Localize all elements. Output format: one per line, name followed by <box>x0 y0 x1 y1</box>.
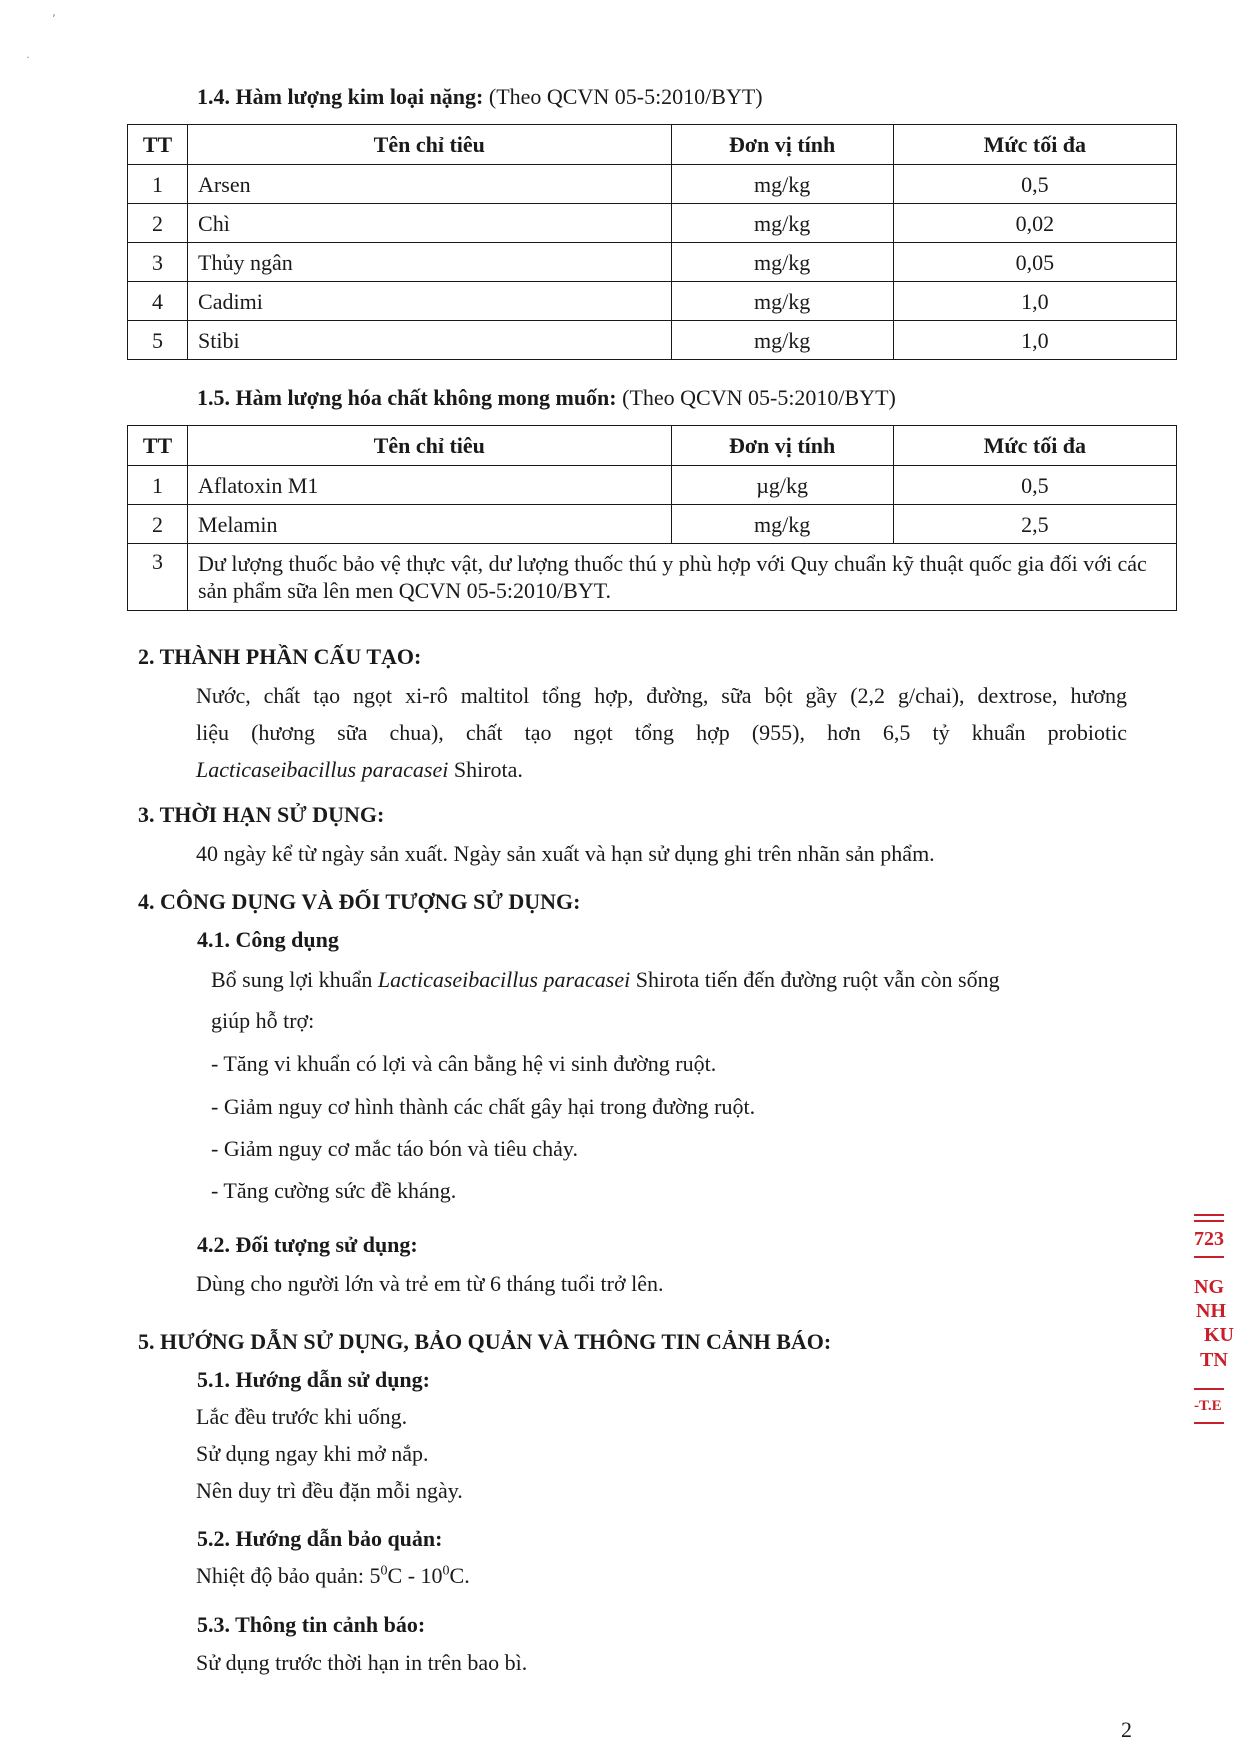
table-header-row <box>128 125 1177 165</box>
section-2-line-2-text: liệu (hương sữa chua), chất tạo ngọt tổng hợp (955), hơn 6,5 tỷ khuẩn probiotic <box>196 720 1127 745</box>
official-stamp-fragment <box>1192 1212 1241 1452</box>
stamp-line <box>1194 1214 1224 1216</box>
cell-tt: 1 <box>128 466 188 505</box>
table-row <box>128 505 1177 544</box>
stamp-line <box>1194 1388 1224 1390</box>
usage-line: Nên duy trì đều đặn mỗi ngày. <box>196 1478 463 1503</box>
stamp-text: NG <box>1194 1276 1224 1298</box>
cell-unit: mg/kg <box>671 243 893 282</box>
section-1-5-note: (Theo QCVN 05-5:2010/BYT) <box>622 385 896 410</box>
benefit-item: - Giảm nguy cơ mắc táo bón và tiêu chảy. <box>211 1136 578 1161</box>
col-header-max: Mức tối đa <box>893 426 1176 466</box>
section-2-line-1 <box>196 683 1127 709</box>
cell-tt: 2 <box>128 505 188 544</box>
bacteria-strain: Shirota. <box>448 757 523 782</box>
cell-name: Chì <box>188 204 671 243</box>
bacteria-name: Lacticaseibacillus paracasei <box>196 757 449 782</box>
intro-post: Shirota tiến đến đường ruột vẫn còn sống <box>630 967 1000 992</box>
storage-pre: Nhiệt độ bảo quản: 5 <box>196 1563 381 1588</box>
section-5-3-title: 5.3. Thông tin cảnh báo: <box>197 1612 426 1637</box>
cell-tt: 3 <box>128 544 188 611</box>
table-row <box>128 243 1177 282</box>
stamp-line <box>1194 1422 1224 1424</box>
col-header-name: Tên chỉ tiêu <box>188 125 671 165</box>
section-1-5-heading <box>197 385 896 411</box>
cell-max: 0,5 <box>893 165 1176 204</box>
section-4-1-intro <box>211 967 1000 993</box>
scan-mark: ٬ <box>52 12 56 26</box>
usage-line: Lắc đều trước khi uống. <box>196 1404 408 1429</box>
stamp-text: 723 <box>1194 1228 1224 1250</box>
stamp-text: -T.E <box>1194 1398 1222 1414</box>
cell-tt: 3 <box>128 243 188 282</box>
section-1-5-title: 1.5. Hàm lượng hóa chất không mong muốn: <box>197 385 617 410</box>
cell-max: 1,0 <box>893 321 1176 360</box>
cell-tt: 2 <box>128 204 188 243</box>
cell-tt: 1 <box>128 165 188 204</box>
col-header-max: Mức tối đa <box>893 125 1176 165</box>
col-header-unit: Đơn vị tính <box>671 125 893 165</box>
section-4-1-title: 4.1. Công dụng <box>197 927 339 952</box>
section-1-4-title: 1.4. Hàm lượng kim loại nặng: <box>197 84 484 109</box>
stamp-text: TN <box>1200 1349 1228 1371</box>
col-header-tt: TT <box>128 426 188 466</box>
degree-sup: 0 <box>380 1563 388 1579</box>
page-number: 2 <box>1121 1717 1132 1742</box>
cell-name: Melamin <box>188 505 671 544</box>
cell-tt: 4 <box>128 282 188 321</box>
cell-max: 0,02 <box>893 204 1176 243</box>
cell-name: Cadimi <box>188 282 671 321</box>
stamp-line <box>1194 1256 1224 1258</box>
section-5-3-text: Sử dụng trước thời hạn in trên bao bì. <box>196 1650 528 1675</box>
section-5-1-title: 5.1. Hướng dẫn sử dụng: <box>197 1367 430 1392</box>
stamp-line <box>1194 1220 1224 1222</box>
usage-line: Sử dụng ngay khi mở nắp. <box>196 1441 429 1466</box>
storage-post: C. <box>449 1563 470 1588</box>
cell-name: Arsen <box>188 165 671 204</box>
table-row <box>128 544 1177 611</box>
heavy-metals-table <box>127 124 1177 360</box>
section-4-1-intro-line-2: giúp hỗ trợ: <box>211 1008 315 1033</box>
table-row <box>128 466 1177 505</box>
col-header-tt: TT <box>128 125 188 165</box>
cell-unit: µg/kg <box>671 466 893 505</box>
cell-max: 0,05 <box>893 243 1176 282</box>
stamp-text: NH <box>1196 1300 1226 1322</box>
unwanted-chemicals-table <box>127 425 1177 611</box>
section-2-line-2 <box>196 720 1127 746</box>
benefit-item: - Tăng vi khuẩn có lợi và cân bằng hệ vi sinh đường ruột. <box>211 1051 717 1076</box>
section-4-2-title: 4.2. Đối tượng sử dụng: <box>197 1232 418 1257</box>
section-2-line-1-text: Nước, chất tạo ngọt xi-rô maltitol tổng hợp, đường, sữa bột gầy (2,2 g/chai), dextrose, hương <box>196 683 1127 708</box>
cell-unit: mg/kg <box>671 321 893 360</box>
section-1-4-heading <box>197 84 763 110</box>
stamp-text: KU <box>1204 1324 1234 1346</box>
cell-unit: mg/kg <box>671 165 893 204</box>
col-header-unit: Đơn vị tính <box>671 426 893 466</box>
section-4-title: 4. CÔNG DỤNG VÀ ĐỐI TƯỢNG SỬ DỤNG: <box>138 889 581 914</box>
degree-sup: 0 <box>442 1563 450 1579</box>
section-1-4-note: (Theo QCVN 05-5:2010/BYT) <box>488 84 763 109</box>
section-3-text: 40 ngày kể từ ngày sản xuất. Ngày sản xuất và hạn sử dụng ghi trên nhãn sản phẩm. <box>196 841 935 866</box>
section-2-title: 2. THÀNH PHẦN CẤU TẠO: <box>138 644 422 669</box>
section-2-line-3 <box>196 757 523 783</box>
storage-mid: C - 10 <box>387 1563 443 1588</box>
intro-bacteria: Lacticaseibacillus paracasei <box>377 967 631 992</box>
intro-pre: Bổ sung lợi khuẩn <box>211 967 378 992</box>
cell-merged-text: Dư lượng thuốc bảo vệ thực vật, dư lượng thuốc thú y phù hợp với Quy chuẩn kỹ thuật quốc gia đối với các sản phẩm sữa lên men QCVN 05-5:2010/BYT. <box>188 544 1177 611</box>
cell-unit: mg/kg <box>671 282 893 321</box>
col-header-name: Tên chỉ tiêu <box>188 426 671 466</box>
table-row <box>128 282 1177 321</box>
benefit-item: - Tăng cường sức đề kháng. <box>211 1178 457 1203</box>
section-5-2-title: 5.2. Hướng dẫn bảo quản: <box>197 1526 443 1551</box>
cell-name: Thủy ngân <box>188 243 671 282</box>
cell-max: 0,5 <box>893 466 1176 505</box>
cell-tt: 5 <box>128 321 188 360</box>
cell-max: 1,0 <box>893 282 1176 321</box>
section-3-title: 3. THỜI HẠN SỬ DỤNG: <box>138 802 385 827</box>
cell-unit: mg/kg <box>671 204 893 243</box>
benefit-item: - Giảm nguy cơ hình thành các chất gây hại trong đường ruột. <box>211 1094 756 1119</box>
cell-max: 2,5 <box>893 505 1176 544</box>
scan-mark: · <box>26 50 30 64</box>
table-row <box>128 204 1177 243</box>
table-row <box>128 165 1177 204</box>
section-4-2-text: Dùng cho người lớn và trẻ em từ 6 tháng tuổi trở lên. <box>196 1271 664 1296</box>
storage-temperature <box>196 1563 470 1589</box>
cell-name: Stibi <box>188 321 671 360</box>
cell-unit: mg/kg <box>671 505 893 544</box>
section-5-title: 5. HƯỚNG DẪN SỬ DỤNG, BẢO QUẢN VÀ THÔNG TIN CẢNH BÁO: <box>138 1329 832 1354</box>
table-row <box>128 321 1177 360</box>
table-header-row <box>128 426 1177 466</box>
cell-name: Aflatoxin M1 <box>188 466 671 505</box>
